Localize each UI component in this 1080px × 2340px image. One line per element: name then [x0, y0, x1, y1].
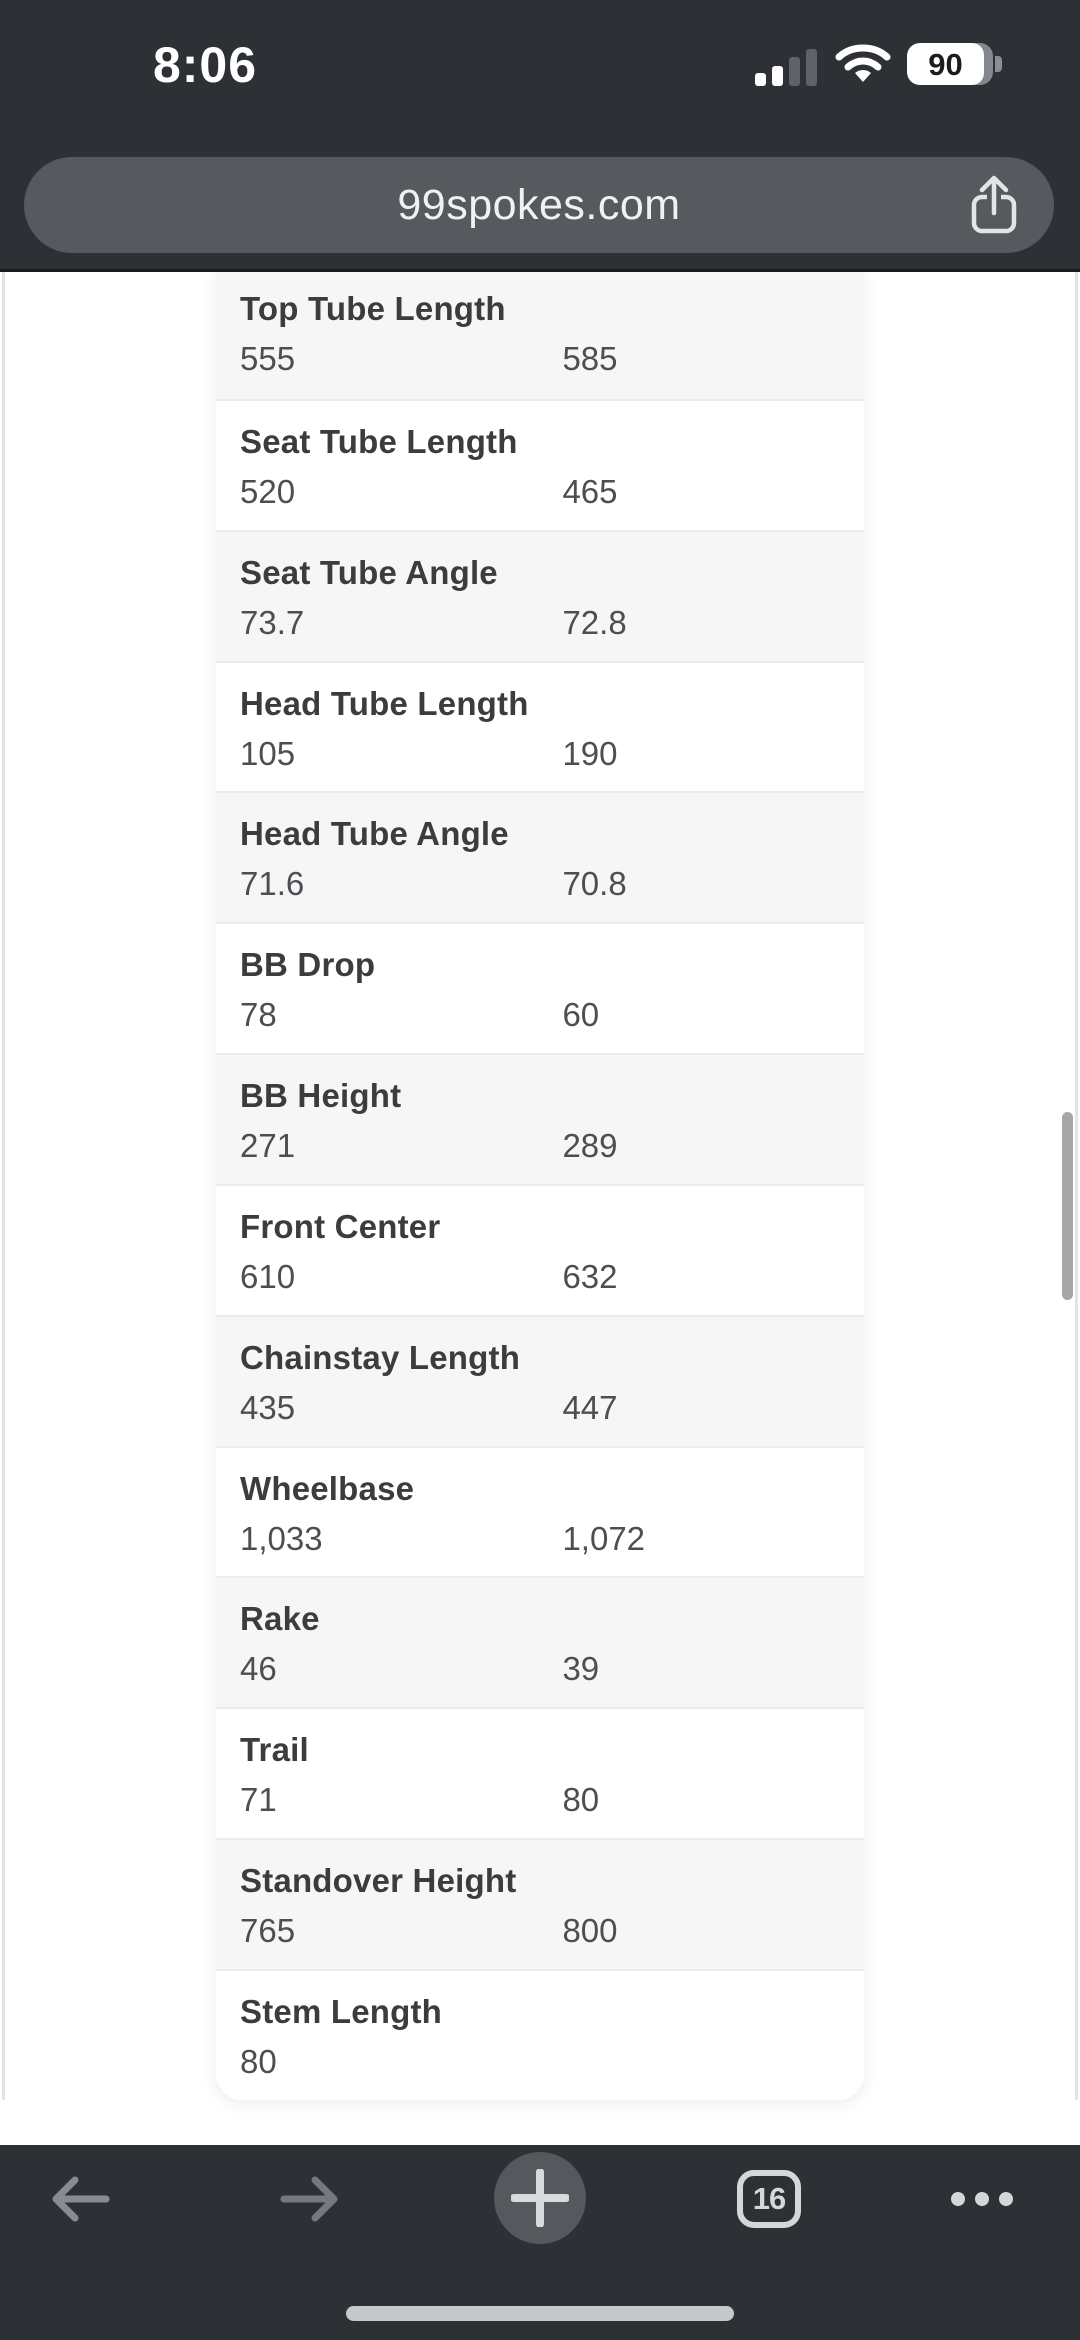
spec-value-bike2: 800: [562, 1912, 618, 1950]
spec-value-bike2: 585: [562, 340, 618, 377]
spec-value-bike2: 72.8: [562, 603, 627, 641]
cellular-signal-icon: [755, 46, 819, 86]
status-icons: [755, 42, 1002, 86]
geometry-comparison-card: [216, 268, 864, 2100]
address-bar[interactable]: [24, 157, 1054, 253]
table-row: [216, 1184, 864, 1315]
more-menu-button[interactable]: [944, 2185, 1020, 2213]
tab-count: 16: [752, 2181, 786, 2216]
spec-value-bike1: 71.6: [240, 865, 305, 903]
table-row: [216, 922, 864, 1053]
spec-label: Head Tube Angle: [240, 815, 509, 853]
spec-label: Standover Height: [240, 1862, 517, 1900]
plus-icon: [511, 2169, 569, 2227]
spec-value-bike1: 610: [240, 1257, 296, 1295]
spec-value-bike2: 632: [562, 1257, 618, 1295]
table-row: [216, 1969, 864, 2100]
spec-value-bike1: 271: [240, 1127, 296, 1165]
spec-value-bike1: 80: [240, 2042, 277, 2080]
spec-value-bike2: 447: [562, 1388, 618, 1426]
share-icon[interactable]: [966, 173, 1022, 237]
spec-value-bike1: 555: [240, 340, 296, 377]
browser-toolbar: [0, 2145, 1080, 2340]
spec-value-bike1: 435: [240, 1388, 296, 1426]
tabs-button[interactable]: [737, 2170, 801, 2228]
spec-value-bike2: 465: [562, 472, 618, 510]
forward-button[interactable]: [278, 2171, 342, 2227]
table-row: [216, 1707, 864, 1838]
battery-percent: 90: [928, 47, 963, 82]
browser-chrome: [0, 0, 1080, 272]
table-row: [216, 1838, 864, 1969]
spec-label: Seat Tube Length: [240, 422, 518, 460]
adjacent-column-edge-left: [2, 272, 5, 2100]
ellipsis-icon: [951, 2192, 965, 2206]
spec-value-bike2: 190: [562, 734, 618, 772]
spec-value-bike2: 39: [562, 1650, 600, 1688]
spec-label: BB Height: [240, 1077, 402, 1115]
spec-label: Front Center: [240, 1207, 441, 1245]
url-text: 99spokes.com: [397, 180, 681, 229]
spec-label: Stem Length: [240, 1992, 443, 2030]
spec-value-bike2: 80: [562, 1781, 600, 1819]
table-row: [216, 268, 864, 399]
table-row: [216, 530, 864, 661]
spec-label: Trail: [240, 1731, 309, 1769]
table-row: [216, 1576, 864, 1707]
spec-value-bike2: 289: [562, 1127, 618, 1165]
spec-value-bike1: 46: [240, 1650, 277, 1688]
spec-value-bike1: 520: [240, 472, 296, 510]
table-row: [216, 1053, 864, 1184]
home-indicator[interactable]: [346, 2306, 734, 2321]
adjacent-column-edge-right: [1075, 272, 1078, 2100]
spec-value-bike2: 70.8: [562, 865, 627, 903]
spec-value-bike2: 1,072: [562, 1519, 646, 1557]
spec-label: BB Drop: [240, 946, 376, 984]
status-time: 8:06: [152, 37, 258, 93]
spec-value-bike2: 60: [562, 996, 600, 1034]
spec-label: Head Tube Length: [240, 684, 529, 722]
table-row: [216, 399, 864, 530]
spec-label: Wheelbase: [240, 1469, 415, 1507]
table-row: [216, 1446, 864, 1577]
spec-value-bike1: 765: [240, 1912, 296, 1950]
spec-value-bike1: 73.7: [240, 603, 305, 641]
spec-label: Rake: [240, 1600, 320, 1638]
scrollbar-thumb[interactable]: [1062, 1112, 1073, 1300]
spec-label: Top Tube Length: [240, 290, 506, 327]
table-row: [216, 661, 864, 792]
spec-value-bike1: 1,033: [240, 1519, 323, 1557]
battery-icon: [907, 43, 1002, 85]
table-row: [216, 1315, 864, 1446]
spec-value-bike1: 78: [240, 996, 277, 1034]
page-content: [0, 272, 1080, 2145]
spec-label: Seat Tube Angle: [240, 553, 498, 591]
spec-value-bike1: 105: [240, 734, 296, 772]
wifi-icon: [835, 44, 891, 84]
back-button[interactable]: [48, 2171, 112, 2227]
spec-label: Chainstay Length: [240, 1338, 521, 1376]
new-tab-button[interactable]: [494, 2152, 586, 2244]
spec-value-bike1: 71: [240, 1781, 277, 1819]
table-row: [216, 791, 864, 922]
